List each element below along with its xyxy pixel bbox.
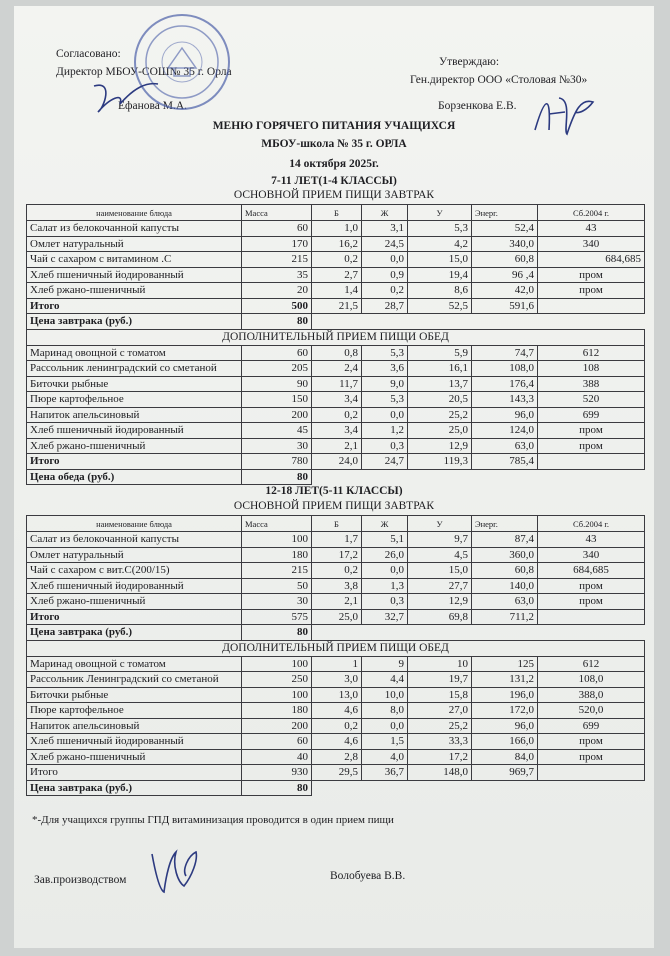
- table-cell: 388: [538, 376, 645, 392]
- table-cell: 4,5: [408, 547, 472, 563]
- table-cell: 143,3: [472, 392, 538, 408]
- approved-position: Директор МБОУ-СОШ№ 35 г. Орла: [56, 66, 232, 78]
- table-cell: Итого: [27, 454, 242, 470]
- table-cell: 9: [362, 656, 408, 672]
- table-cell: 5,9: [408, 345, 472, 361]
- table-cell: 575: [242, 609, 312, 625]
- table-cell: 591,6: [472, 298, 538, 314]
- menu-table-2: [26, 515, 645, 796]
- table-cell: 33,3: [408, 734, 472, 750]
- table-cell: 24,7: [362, 454, 408, 470]
- vitamin-note: *-Для учащихся группы ГПД витаминизация проводится в один прием пищи: [32, 814, 394, 826]
- table-cell: пром: [538, 283, 645, 299]
- table-cell: 20,5: [408, 392, 472, 408]
- table-cell: 28,7: [362, 298, 408, 314]
- table-cell: Напиток апельсиновый: [27, 718, 242, 734]
- table-cell: 10,0: [362, 687, 408, 703]
- table-cell: 15,8: [408, 687, 472, 703]
- table-cell: 3,8: [312, 578, 362, 594]
- table-cell: 96,0: [472, 407, 538, 423]
- table-cell: 19,7: [408, 672, 472, 688]
- table-cell: 340,0: [472, 236, 538, 252]
- table-cell: 711,2: [472, 609, 538, 625]
- table-cell: 45: [242, 423, 312, 439]
- table-cell: 148,0: [408, 765, 472, 781]
- signature-bottom-icon: [142, 846, 206, 896]
- table-cell: Биточки рыбные: [27, 687, 242, 703]
- table-cell: 25,2: [408, 718, 472, 734]
- table-cell: 80: [242, 625, 312, 641]
- table-cell: 0,0: [362, 718, 408, 734]
- table-cell: 4,6: [312, 734, 362, 750]
- table-cell: 2,1: [312, 594, 362, 610]
- table-cell: 215: [242, 563, 312, 579]
- table-cell: 16,1: [408, 361, 472, 377]
- table-cell: 930: [242, 765, 312, 781]
- table-cell: пром: [538, 749, 645, 765]
- table-row: [27, 749, 645, 765]
- table-cell: 684,685: [538, 252, 645, 268]
- table-cell: 124,0: [472, 423, 538, 439]
- table-cell: 13,0: [312, 687, 362, 703]
- table-cell: 13,7: [408, 376, 472, 392]
- table-cell: 699: [538, 407, 645, 423]
- breakfast-header-1: ОСНОВНОЙ ПРИЕМ ПИЩИ ЗАВТРАК: [233, 189, 435, 201]
- table-cell: Маринад овощной с томатом: [27, 656, 242, 672]
- table-cell: 1,7: [312, 532, 362, 548]
- table-cell: 27,0: [408, 703, 472, 719]
- table-cell: 63,0: [472, 438, 538, 454]
- table-cell: 84,0: [472, 749, 538, 765]
- table-cell: Чай с сахаром с витамином .С: [27, 252, 242, 268]
- approval-position: Ген.директор ООО «Столовая №30»: [410, 74, 588, 86]
- table-cell: 0,2: [312, 563, 362, 579]
- table-cell: Итого: [27, 298, 242, 314]
- table-row: [27, 221, 645, 237]
- table-row: [27, 407, 645, 423]
- table-cell: 30: [242, 438, 312, 454]
- table-cell: 29,5: [312, 765, 362, 781]
- table-cell: 9,7: [408, 532, 472, 548]
- table-cell: 43: [538, 221, 645, 237]
- table-row: [27, 267, 645, 283]
- table-cell: 32,7: [362, 609, 408, 625]
- table-cell: ДОПОЛНИТЕЛЬНЫЙ ПРИЕМ ПИЩИ ОБЕД: [27, 640, 645, 656]
- table-row: [27, 423, 645, 439]
- table-cell: 96,0: [472, 718, 538, 734]
- table-cell: 0,8: [312, 345, 362, 361]
- table-cell: Итого: [27, 765, 242, 781]
- table-cell: 43: [538, 532, 645, 548]
- table-cell: 108,0: [472, 361, 538, 377]
- table-cell: 0,2: [312, 252, 362, 268]
- table-cell: 1,3: [362, 578, 408, 594]
- table-cell: пром: [538, 734, 645, 750]
- table-cell: 612: [538, 345, 645, 361]
- table-cell: 360,0: [472, 547, 538, 563]
- table-cell: Рассольник Ленинградский со сметаной: [27, 672, 242, 688]
- table-row: [27, 578, 645, 594]
- table-cell: 250: [242, 672, 312, 688]
- table-cell: Цена завтрака (руб.): [27, 625, 242, 641]
- table-cell: Итого: [27, 609, 242, 625]
- table-cell: 520,0: [538, 703, 645, 719]
- table-cell: 108: [538, 361, 645, 377]
- table-cell: 42,0: [472, 283, 538, 299]
- table-cell: 52,4: [472, 221, 538, 237]
- table-cell: Цена обеда (руб.): [27, 469, 242, 485]
- table-cell: 176,4: [472, 376, 538, 392]
- table-row: [27, 345, 645, 361]
- table-cell: 52,5: [408, 298, 472, 314]
- table-cell: 166,0: [472, 734, 538, 750]
- price-row: [27, 780, 645, 796]
- table-cell: 60,8: [472, 252, 538, 268]
- table-row: [27, 687, 645, 703]
- table-cell: Энерг.: [472, 516, 538, 532]
- menu-table-1: [26, 204, 645, 485]
- table-cell: 125: [472, 656, 538, 672]
- table-cell: Сб.2004 г.: [538, 516, 645, 532]
- table-row: [27, 703, 645, 719]
- total-row: [27, 765, 645, 781]
- table-cell: Цена завтрака (руб.): [27, 314, 242, 330]
- menu-title: МЕНЮ ГОРЯЧЕГО ПИТАНИЯ УЧАЩИХСЯ: [212, 120, 456, 132]
- table-cell: Маринад овощной с томатом: [27, 345, 242, 361]
- table-row: [27, 252, 645, 268]
- table-row: [27, 656, 645, 672]
- table-cell: 1,5: [362, 734, 408, 750]
- table-cell: Хлеб пшеничный йодированный: [27, 423, 242, 439]
- table-cell: 15,0: [408, 252, 472, 268]
- table-cell: 60: [242, 345, 312, 361]
- table-cell: Салат из белокочанной капусты: [27, 532, 242, 548]
- table-cell: Хлеб ржано-пшеничный: [27, 438, 242, 454]
- table-cell: Б: [312, 205, 362, 221]
- table-cell: 60,8: [472, 563, 538, 579]
- table-cell: У: [408, 516, 472, 532]
- table-cell: Хлеб ржано-пшеничный: [27, 594, 242, 610]
- table-cell: 4,6: [312, 703, 362, 719]
- table-cell: [312, 469, 645, 485]
- price-row: [27, 469, 645, 485]
- table-cell: [312, 314, 645, 330]
- table-cell: 100: [242, 687, 312, 703]
- table-cell: 1,2: [362, 423, 408, 439]
- table-cell: 25,2: [408, 407, 472, 423]
- table-cell: Чай с сахаром с вит.С(200/15): [27, 563, 242, 579]
- table-cell: 969,7: [472, 765, 538, 781]
- table-cell: 340: [538, 236, 645, 252]
- table-cell: 140,0: [472, 578, 538, 594]
- table-cell: 1,0: [312, 221, 362, 237]
- price-row: [27, 314, 645, 330]
- table-cell: Пюре картофельное: [27, 392, 242, 408]
- table-cell: 3,6: [362, 361, 408, 377]
- table-cell: 5,1: [362, 532, 408, 548]
- table-cell: [312, 625, 645, 641]
- table-row: [27, 361, 645, 377]
- table-cell: 26,0: [362, 547, 408, 563]
- table-cell: Б: [312, 516, 362, 532]
- table-cell: Омлет натуральный: [27, 547, 242, 563]
- document-page: [14, 6, 654, 948]
- table-cell: 500: [242, 298, 312, 314]
- table-row: [27, 672, 645, 688]
- table-cell: Хлеб пшеничный йодированный: [27, 578, 242, 594]
- table-cell: 699: [538, 718, 645, 734]
- table-cell: Ж: [362, 205, 408, 221]
- table-cell: 340: [538, 547, 645, 563]
- table-cell: 0,9: [362, 267, 408, 283]
- table-cell: 10: [408, 656, 472, 672]
- table-cell: 69,8: [408, 609, 472, 625]
- table-cell: пром: [538, 438, 645, 454]
- table-cell: 12,9: [408, 594, 472, 610]
- table-cell: Хлеб ржано-пшеничный: [27, 749, 242, 765]
- school-name: МБОУ-школа № 35 г. ОРЛА: [261, 138, 407, 150]
- table-cell: 5,3: [362, 392, 408, 408]
- table-cell: 119,3: [408, 454, 472, 470]
- table-cell: 3,4: [312, 392, 362, 408]
- table-cell: 2,8: [312, 749, 362, 765]
- table-cell: 87,4: [472, 532, 538, 548]
- table-cell: 170: [242, 236, 312, 252]
- table-cell: 30: [242, 594, 312, 610]
- table-cell: 60: [242, 221, 312, 237]
- table-cell: 785,4: [472, 454, 538, 470]
- table-row: [27, 532, 645, 548]
- table-cell: 19,4: [408, 267, 472, 283]
- table-cell: 63,0: [472, 594, 538, 610]
- table-cell: 612: [538, 656, 645, 672]
- table-cell: 2,1: [312, 438, 362, 454]
- table-cell: 80: [242, 469, 312, 485]
- table-cell: 0,0: [362, 407, 408, 423]
- table-cell: 8,0: [362, 703, 408, 719]
- table-cell: 388,0: [538, 687, 645, 703]
- table-cell: пром: [538, 578, 645, 594]
- table-cell: 780: [242, 454, 312, 470]
- table-cell: Масса: [242, 205, 312, 221]
- table-cell: пром: [538, 594, 645, 610]
- table-cell: 8,6: [408, 283, 472, 299]
- table-cell: 20: [242, 283, 312, 299]
- table-cell: 0,2: [312, 718, 362, 734]
- table-header-row: [27, 516, 645, 532]
- table-cell: 11,7: [312, 376, 362, 392]
- table-cell: 108,0: [538, 672, 645, 688]
- production-head-name: Волобуева В.В.: [330, 870, 406, 882]
- table-cell: 90: [242, 376, 312, 392]
- table-cell: 21,5: [312, 298, 362, 314]
- table-cell: 200: [242, 407, 312, 423]
- table-cell: Биточки рыбные: [27, 376, 242, 392]
- age-group-1: 7-11 ЛЕТ(1-4 КЛАССЫ): [271, 175, 397, 187]
- table-cell: 684,685: [538, 563, 645, 579]
- table-cell: 17,2: [408, 749, 472, 765]
- table-cell: 131,2: [472, 672, 538, 688]
- table-cell: 12,9: [408, 438, 472, 454]
- table-cell: Масса: [242, 516, 312, 532]
- table-cell: 24,0: [312, 454, 362, 470]
- table-cell: 60: [242, 734, 312, 750]
- total-row: [27, 609, 645, 625]
- breakfast-header-2: ОСНОВНОЙ ПРИЕМ ПИЩИ ЗАВТРАК: [233, 500, 435, 512]
- table-row: [27, 718, 645, 734]
- table-cell: 15,0: [408, 563, 472, 579]
- table-cell: 40: [242, 749, 312, 765]
- table-cell: Хлеб пшеничный йодированный: [27, 734, 242, 750]
- lunch-header-2: [27, 640, 645, 656]
- table-cell: 80: [242, 314, 312, 330]
- table-cell: 36,7: [362, 765, 408, 781]
- table-cell: 5,3: [408, 221, 472, 237]
- table-cell: 215: [242, 252, 312, 268]
- table-header-row: [27, 205, 645, 221]
- total-row: [27, 298, 645, 314]
- table-cell: 0,3: [362, 594, 408, 610]
- table-row: [27, 283, 645, 299]
- table-cell: 5,3: [362, 345, 408, 361]
- table-cell: 74,7: [472, 345, 538, 361]
- table-cell: 200: [242, 718, 312, 734]
- table-cell: У: [408, 205, 472, 221]
- table-cell: 180: [242, 703, 312, 719]
- production-head-label: Зав.производством: [34, 874, 127, 886]
- table-cell: 180: [242, 547, 312, 563]
- table-cell: 16,2: [312, 236, 362, 252]
- approved-name: Ефанова М.А.: [118, 100, 188, 112]
- table-cell: 3,0: [312, 672, 362, 688]
- table-row: [27, 438, 645, 454]
- approval-name: Борзенкова Е.В.: [438, 100, 517, 112]
- approved-label: Согласовано:: [56, 48, 121, 60]
- table-cell: [312, 780, 645, 796]
- table-cell: 25,0: [408, 423, 472, 439]
- table-cell: 0,3: [362, 438, 408, 454]
- table-cell: Сб.2004 г.: [538, 205, 645, 221]
- table-row: [27, 594, 645, 610]
- table-row: [27, 734, 645, 750]
- table-cell: 1: [312, 656, 362, 672]
- table-cell: Хлеб пшеничный йодированный: [27, 267, 242, 283]
- table-cell: Рассольник ленинградский со сметаной: [27, 361, 242, 377]
- table-cell: Хлеб ржано-пшеничный: [27, 283, 242, 299]
- table-cell: 80: [242, 780, 312, 796]
- table-cell: [538, 454, 645, 470]
- total-row: [27, 454, 645, 470]
- table-cell: 196,0: [472, 687, 538, 703]
- table-cell: 100: [242, 656, 312, 672]
- table-cell: 4,2: [408, 236, 472, 252]
- table-cell: 1,4: [312, 283, 362, 299]
- table-cell: Энерг.: [472, 205, 538, 221]
- table-row: [27, 236, 645, 252]
- table-cell: пром: [538, 423, 645, 439]
- table-row: [27, 392, 645, 408]
- table-cell: 0,2: [362, 283, 408, 299]
- table-cell: 96 ,4: [472, 267, 538, 283]
- table-cell: 50: [242, 578, 312, 594]
- table-cell: 4,4: [362, 672, 408, 688]
- table-cell: 3,1: [362, 221, 408, 237]
- table-cell: Цена завтрака (руб.): [27, 780, 242, 796]
- table-cell: 100: [242, 532, 312, 548]
- table-cell: 24,5: [362, 236, 408, 252]
- table-cell: Напиток апельсиновый: [27, 407, 242, 423]
- lunch-header-1: [27, 329, 645, 345]
- table-cell: 0,0: [362, 252, 408, 268]
- approval-label: Утверждаю:: [439, 56, 500, 68]
- table-row: [27, 376, 645, 392]
- table-cell: Салат из белокочанной капусты: [27, 221, 242, 237]
- table-row: [27, 547, 645, 563]
- table-cell: ДОПОЛНИТЕЛЬНЫЙ ПРИЕМ ПИЩИ ОБЕД: [27, 329, 645, 345]
- table-cell: 520: [538, 392, 645, 408]
- table-cell: 4,0: [362, 749, 408, 765]
- table-cell: 172,0: [472, 703, 538, 719]
- signature-left-icon: [84, 78, 164, 118]
- table-cell: 0,0: [362, 563, 408, 579]
- table-cell: 150: [242, 392, 312, 408]
- table-cell: Пюре картофельное: [27, 703, 242, 719]
- table-cell: наименование блюда: [27, 516, 242, 532]
- table-cell: 25,0: [312, 609, 362, 625]
- table-cell: 35: [242, 267, 312, 283]
- table-cell: 2,7: [312, 267, 362, 283]
- table-cell: пром: [538, 267, 645, 283]
- table-cell: 205: [242, 361, 312, 377]
- table-cell: 0,2: [312, 407, 362, 423]
- table-cell: 27,7: [408, 578, 472, 594]
- table-cell: [538, 298, 645, 314]
- menu-date: 14 октября 2025г.: [289, 158, 379, 170]
- table-cell: Омлет натуральный: [27, 236, 242, 252]
- table-cell: 9,0: [362, 376, 408, 392]
- table-cell: наименование блюда: [27, 205, 242, 221]
- table-cell: 2,4: [312, 361, 362, 377]
- age-group-2: 12-18 ЛЕТ(5-11 КЛАССЫ): [265, 485, 403, 497]
- table-cell: [538, 765, 645, 781]
- table-cell: 3,4: [312, 423, 362, 439]
- table-cell: 17,2: [312, 547, 362, 563]
- table-cell: Ж: [362, 516, 408, 532]
- table-row: [27, 563, 645, 579]
- table-cell: [538, 609, 645, 625]
- price-row: [27, 625, 645, 641]
